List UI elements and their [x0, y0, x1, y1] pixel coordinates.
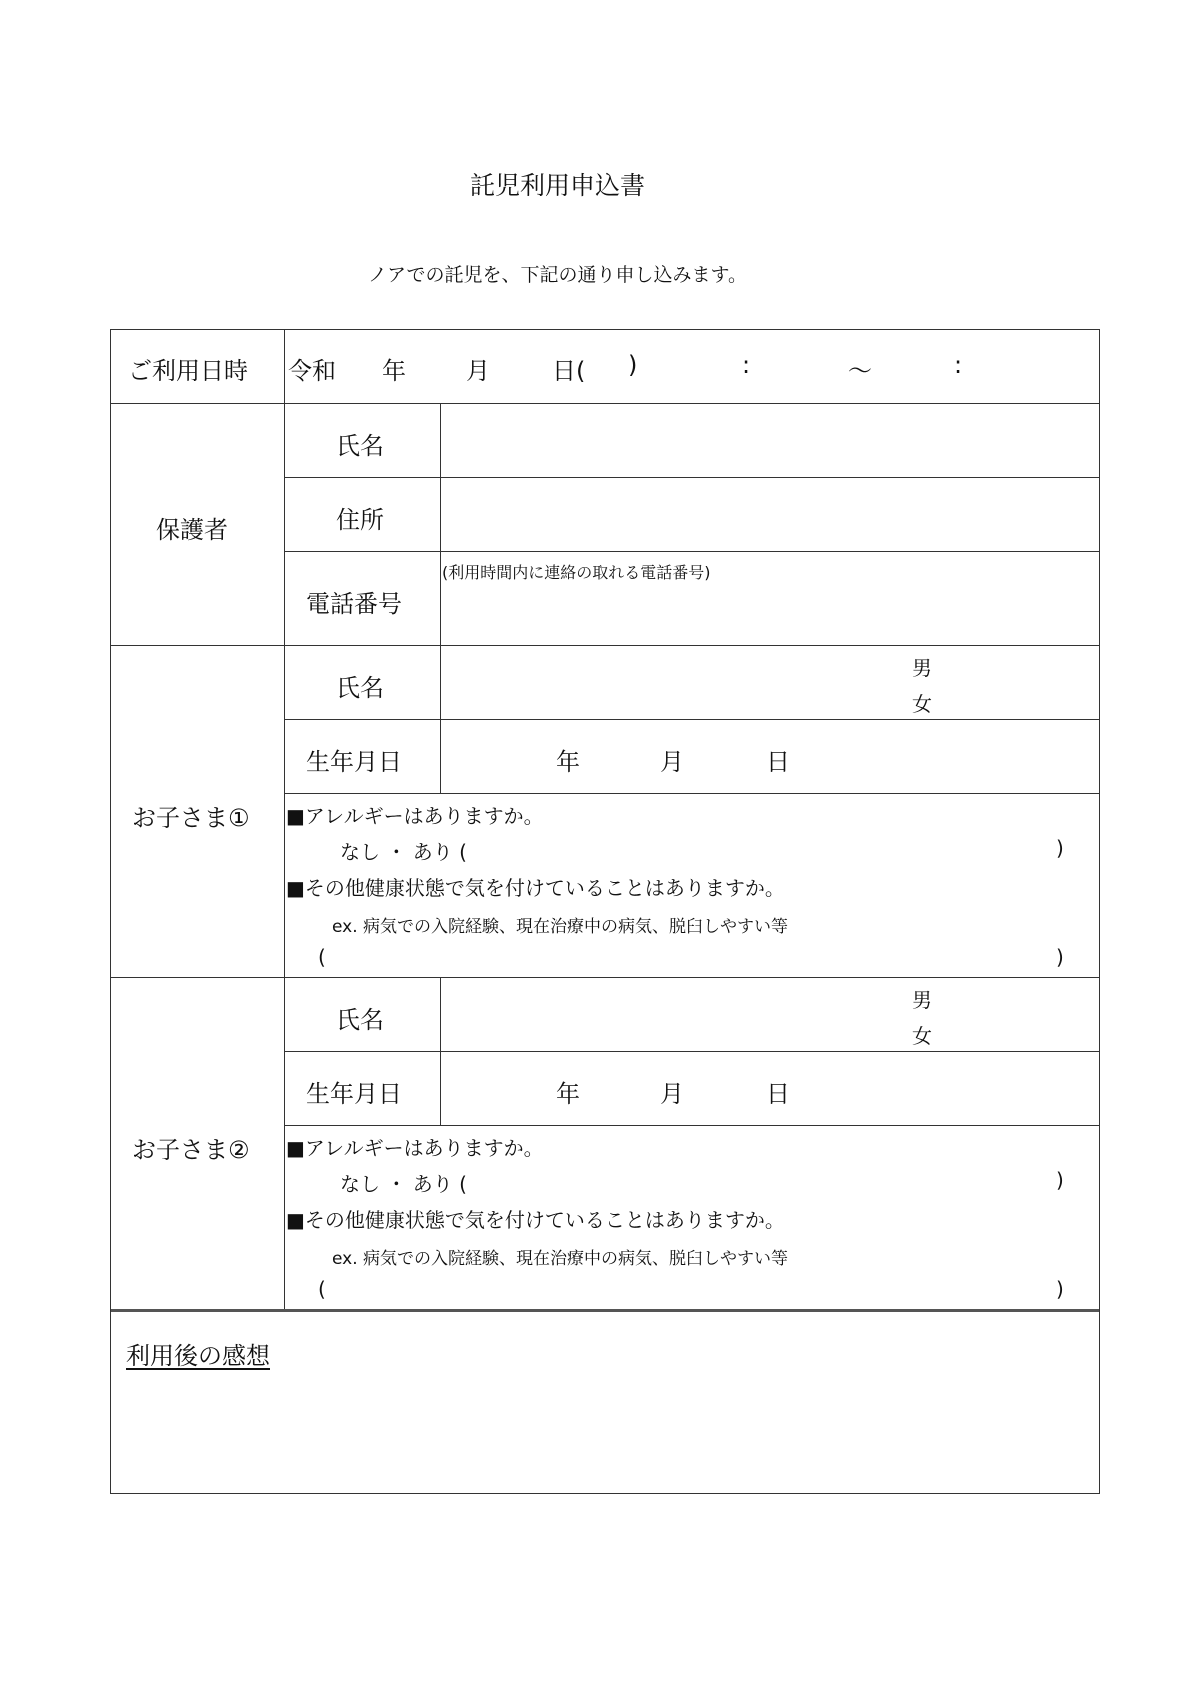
- child-2-name-field[interactable]: [441, 978, 901, 1051]
- table-divider: [110, 1309, 1100, 1312]
- child-2-name-label: 氏名: [336, 1006, 384, 1034]
- guardian-address-label: 住所: [336, 506, 384, 534]
- child-1-dob-label: 生年月日: [306, 748, 402, 776]
- table-divider: [284, 1051, 1100, 1052]
- child-2-gender-male[interactable]: 男: [912, 988, 932, 1012]
- child-2-health-example: ex. 病気での入院経験、現在治療中の病気、脱臼しやすい等: [332, 1249, 789, 1269]
- child-2-dob-year[interactable]: 年: [556, 1080, 580, 1108]
- start-time-colon[interactable]: :: [742, 351, 751, 379]
- time-range-tilde: ～: [848, 357, 872, 385]
- child-1-dob-day[interactable]: 日: [766, 748, 790, 776]
- intro-text: ノアでの託児を、下記の通り申し込みます。: [367, 264, 748, 286]
- child-1-section-label: お子さま①: [132, 804, 250, 832]
- end-time-colon[interactable]: :: [954, 351, 963, 379]
- child-2-dob-label: 生年月日: [306, 1080, 402, 1108]
- child-2-section-label: お子さま②: [132, 1136, 250, 1164]
- guardian-address-field[interactable]: [441, 478, 1099, 551]
- child-1-dob-year[interactable]: 年: [556, 748, 580, 776]
- table-divider: [284, 1125, 1100, 1126]
- date-weekday-close: ): [628, 351, 638, 379]
- child-1-gender-female[interactable]: 女: [912, 692, 932, 716]
- date-label: ご利用日時: [128, 357, 248, 385]
- child-2-dob-month[interactable]: 月: [660, 1080, 684, 1108]
- child-2-allergy-close: ): [1056, 1168, 1064, 1192]
- child-1-dob-month[interactable]: 月: [660, 748, 684, 776]
- guardian-section-label: 保護者: [156, 516, 228, 544]
- child-2-health-open: (: [318, 1277, 326, 1301]
- child-1-health-example: ex. 病気での入院経験、現在治療中の病気、脱臼しやすい等: [332, 917, 789, 937]
- table-column-divider: [284, 329, 285, 1309]
- child-1-name-field[interactable]: [441, 646, 901, 719]
- child-1-health-open: (: [318, 945, 326, 969]
- child-2-health-question: ■その他健康状態で気を付けていることはありますか。: [286, 1208, 785, 1232]
- table-divider: [284, 793, 1100, 794]
- date-day-field[interactable]: 日(: [552, 357, 586, 385]
- date-era: 令和: [288, 357, 336, 385]
- child-2-allergy-options[interactable]: なし ・ あり (: [340, 1172, 467, 1196]
- table-divider: [284, 719, 1100, 720]
- guardian-phone-note: (利用時間内に連絡の取れる電話番号): [442, 563, 711, 582]
- guardian-name-label: 氏名: [336, 432, 384, 460]
- impressions-field[interactable]: [112, 1380, 1098, 1490]
- child-1-health-question: ■その他健康状態で気を付けていることはありますか。: [286, 876, 785, 900]
- child-1-allergy-options[interactable]: なし ・ あり (: [340, 840, 467, 864]
- child-1-allergy-question: ■アレルギーはありますか。: [286, 804, 544, 828]
- guardian-phone-label: 電話番号: [306, 590, 402, 618]
- table-border-top: [110, 329, 1100, 330]
- table-border-right: [1099, 329, 1100, 1493]
- child-2-dob-day[interactable]: 日: [766, 1080, 790, 1108]
- table-border-left: [110, 329, 111, 1493]
- date-month-field[interactable]: 月: [466, 357, 490, 385]
- guardian-name-field[interactable]: [441, 404, 1099, 477]
- child-2-gender-female[interactable]: 女: [912, 1024, 932, 1048]
- guardian-phone-field[interactable]: [441, 582, 1099, 644]
- page-title: 託児利用申込書: [469, 171, 645, 200]
- child-1-gender-male[interactable]: 男: [912, 656, 932, 680]
- date-year-field[interactable]: 年: [382, 357, 406, 385]
- child-1-allergy-close: ): [1056, 836, 1064, 860]
- child-2-health-close: ): [1056, 1277, 1064, 1301]
- table-divider: [284, 551, 1100, 552]
- table-border-bottom: [110, 1493, 1100, 1494]
- child-1-health-close: ): [1056, 945, 1064, 969]
- impressions-label: 利用後の感想: [126, 1342, 270, 1370]
- child-1-name-label: 氏名: [336, 674, 384, 702]
- child-2-allergy-question: ■アレルギーはありますか。: [286, 1136, 544, 1160]
